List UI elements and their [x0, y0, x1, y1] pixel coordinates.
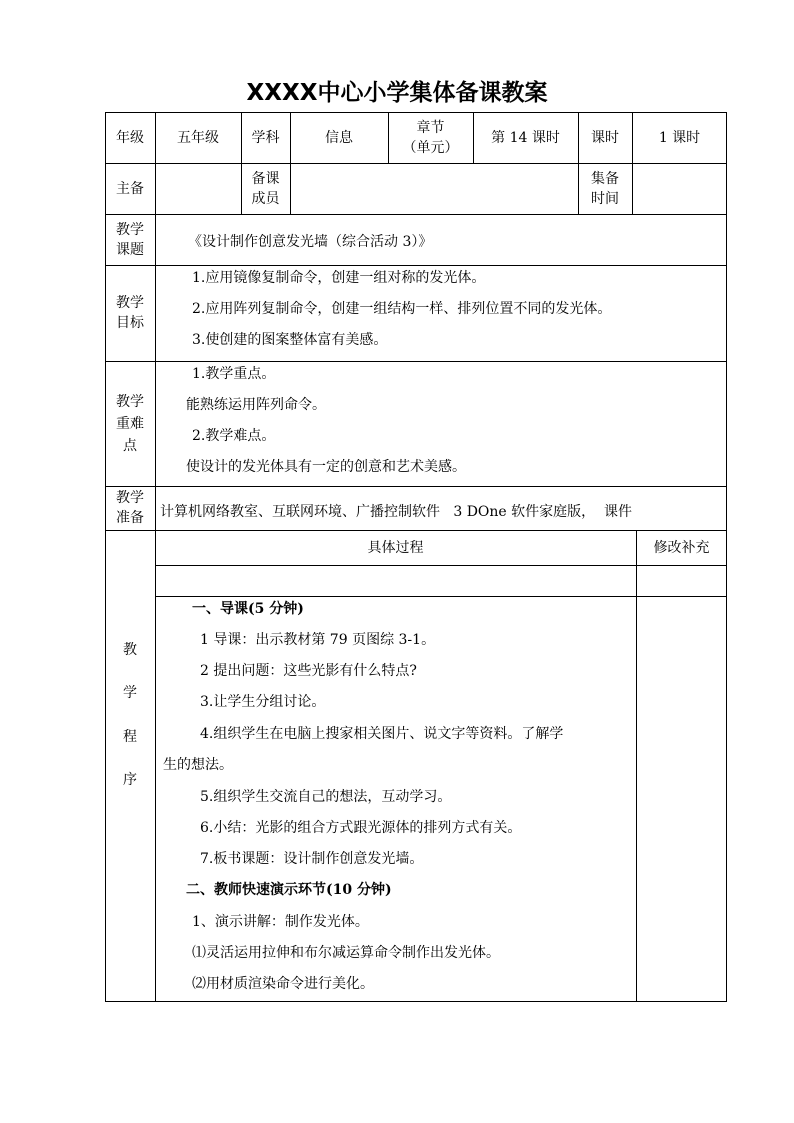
chapter-label-line: （单元）	[402, 139, 459, 156]
procedure-line: 1、演示讲解：制作发光体。	[192, 914, 369, 930]
keypoints-label-line: 重难	[116, 415, 144, 432]
chapter-label-line: 章节	[416, 119, 445, 136]
members-label-line: 成员	[251, 190, 280, 207]
goals-label-line: 教学	[116, 295, 144, 311]
procedure-label	[105, 640, 155, 790]
grade-value: 五年级	[177, 129, 219, 146]
topic-value: 《设计制作创意发光墙（综合活动 3）》	[188, 234, 433, 250]
keypoints-label	[105, 361, 155, 486]
procedure-label-char: 程	[123, 728, 137, 745]
members-label-line: 备课	[251, 170, 280, 187]
goal-item: 1.应用镜像复制命令，创建一组对称的发光体。	[192, 270, 486, 286]
keypoints-label-line: 教学	[116, 393, 144, 410]
document-title: XXXX中心小学集体备课教案	[246, 80, 548, 106]
grade-label: 年级	[116, 129, 144, 146]
prep-time-label-line: 时间	[591, 190, 619, 207]
keypoints-label-line: 点	[123, 437, 137, 454]
goals-label-line: 目标	[116, 315, 144, 331]
keypoint-line: 能熟练运用阵列命令。	[186, 397, 326, 413]
row-divider	[105, 486, 727, 487]
process-column-header: 具体过程	[367, 539, 424, 556]
prep-time-label-line: 集备	[591, 170, 619, 187]
procedure-line: 2 提出问题：这些光影有什么特点?	[200, 663, 417, 679]
keypoint-line: 1.教学重点。	[192, 366, 276, 382]
chapter-label	[388, 112, 473, 163]
procedure-line: 生的想法。	[163, 757, 233, 773]
procedure-line: 3.让学生分组讨论。	[200, 694, 326, 710]
members-label	[241, 163, 290, 214]
row-divider	[105, 265, 727, 266]
lead-teacher-label: 主备	[116, 180, 144, 197]
row-divider	[105, 214, 727, 215]
hours-value: 1 课时	[658, 129, 701, 146]
procedure-line: 4.组织学生在电脑上搜家相关图片、说文字等资料。了解学	[200, 726, 564, 742]
goals-label	[105, 265, 155, 361]
topic-label-line: 课题	[116, 241, 144, 258]
procedure-line: 二、教师快速演示环节(10 分钟)	[186, 882, 392, 898]
keypoint-line: 2.教学难点。	[192, 428, 276, 444]
hours-label: 课时	[591, 129, 619, 146]
procedure-line: 5.组织学生交流自己的想法，互动学习。	[200, 789, 452, 805]
keypoint-line: 使设计的发光体具有一定的创意和艺术美感。	[186, 459, 466, 475]
prep-time-label	[578, 163, 632, 214]
procedure-line: ⑵用材质渲染命令进行美化。	[192, 976, 374, 992]
row-divider	[105, 163, 727, 164]
procedure-label-char: 序	[123, 771, 137, 788]
subject-label: 学科	[251, 129, 280, 146]
goal-item: 2.应用阵列复制命令，创建一组结构一样、排列位置不同的发光体。	[192, 301, 612, 317]
procedure-label-char: 教	[123, 642, 137, 658]
col-divider	[636, 530, 637, 1002]
chapter-value: 第 14 课时	[491, 129, 560, 146]
prep-label	[105, 486, 155, 530]
prep-label-line: 准备	[116, 510, 144, 526]
topic-label	[105, 214, 155, 265]
procedure-line: 6.小结：光影的组合方式跟光源体的排列方式有关。	[200, 820, 522, 836]
row-divider	[155, 596, 727, 597]
procedure-line: ⑴灵活运用拉伸和布尔减运算命令制作出发光体。	[192, 945, 500, 961]
goal-item: 3.使创建的图案整体富有美感。	[192, 332, 388, 348]
procedure-line: 一、导课(5 分钟)	[192, 601, 304, 617]
procedure-label-char: 学	[123, 685, 137, 702]
procedure-line: 1 导课：出示教材第 79 页图综 3-1。	[200, 632, 436, 648]
revise-column-header: 修改补充	[653, 539, 710, 556]
row-divider	[155, 565, 727, 566]
row-divider	[105, 361, 727, 362]
subject-value: 信息	[325, 129, 353, 146]
prep-label-line: 教学	[116, 490, 144, 506]
prep-value: 计算机网络教室、互联网环境、广播控制软件 3 DOne 软件家庭版， 课件	[160, 504, 633, 520]
topic-label-line: 教学	[116, 221, 144, 238]
procedure-line: 7.板书课题：设计制作创意发光墙。	[200, 851, 424, 867]
